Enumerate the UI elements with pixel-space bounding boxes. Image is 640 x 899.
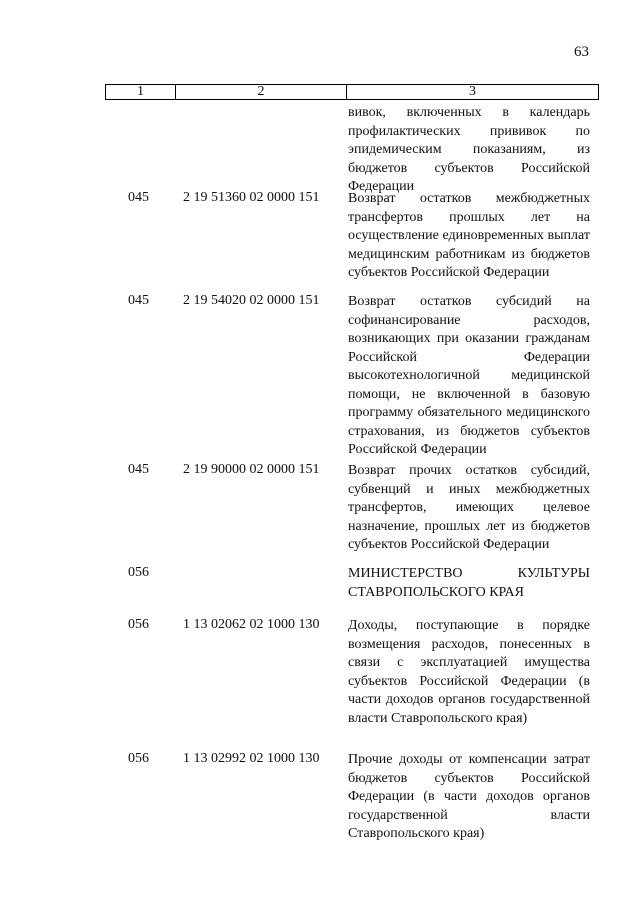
header-col-3: 3	[346, 85, 598, 99]
page-number: 63	[574, 44, 589, 60]
header-col-2: 2	[175, 85, 346, 99]
description: Возврат прочих остатков субсидий, субвенций и иных межбюджетных трансфертов, имеющих целевое назначение, прошлых лет из бюджетов субъектов Российской Федерации	[348, 463, 590, 552]
description: Доходы, поступающие в порядке возмещения расходов, понесенных в связи с эксплуатацией имущества субъектов Российской Федерации (в части доходов органов государственной власти Ставропольского края)	[348, 618, 590, 726]
description: вивок, включенных в календарь профилактических прививок по эпидемическим показаниям, из бюджетов субъектов Российской Федерации	[348, 105, 590, 194]
admin-code: 056	[128, 565, 149, 580]
admin-code: 045	[128, 190, 149, 205]
description: Возврат остатков межбюджетных трансфертов прошлых лет на осуществление единовременных выплат медицинским работникам из бюджетов субъектов Российской Федерации	[348, 191, 590, 280]
budget-code: 1 13 02992 02 1000 130	[183, 751, 320, 766]
table-header	[105, 84, 599, 100]
description: Возврат остатков субсидий на софинансирование расходов, возникающих при оказании гражданам Российской Федерации высокотехнологичной медицинской помощи, не включенной в базовую программу обязательного медицинского страхования, из бюджетов субъектов Российской Федерации	[348, 294, 590, 457]
admin-code: 045	[128, 462, 149, 477]
admin-code: 045	[128, 293, 149, 308]
budget-code: 1 13 02062 02 1000 130	[183, 617, 320, 632]
ministry-heading: МИНИСТЕРСТВО КУЛЬТУРЫ СТАВРОПОЛЬСКОГО КРАЯ	[348, 566, 590, 600]
budget-code: 2 19 54020 02 0000 151	[183, 293, 320, 308]
admin-code: 056	[128, 751, 149, 766]
budget-code: 2 19 90000 02 0000 151	[183, 462, 320, 477]
admin-code: 056	[128, 617, 149, 632]
header-col-1: 1	[137, 84, 144, 99]
budget-code: 2 19 51360 02 0000 151	[183, 190, 320, 205]
description: Прочие доходы от компенсации затрат бюджетов субъектов Российской Федерации (в части доходов органов государственной власти Ставропольского края)	[348, 752, 590, 841]
